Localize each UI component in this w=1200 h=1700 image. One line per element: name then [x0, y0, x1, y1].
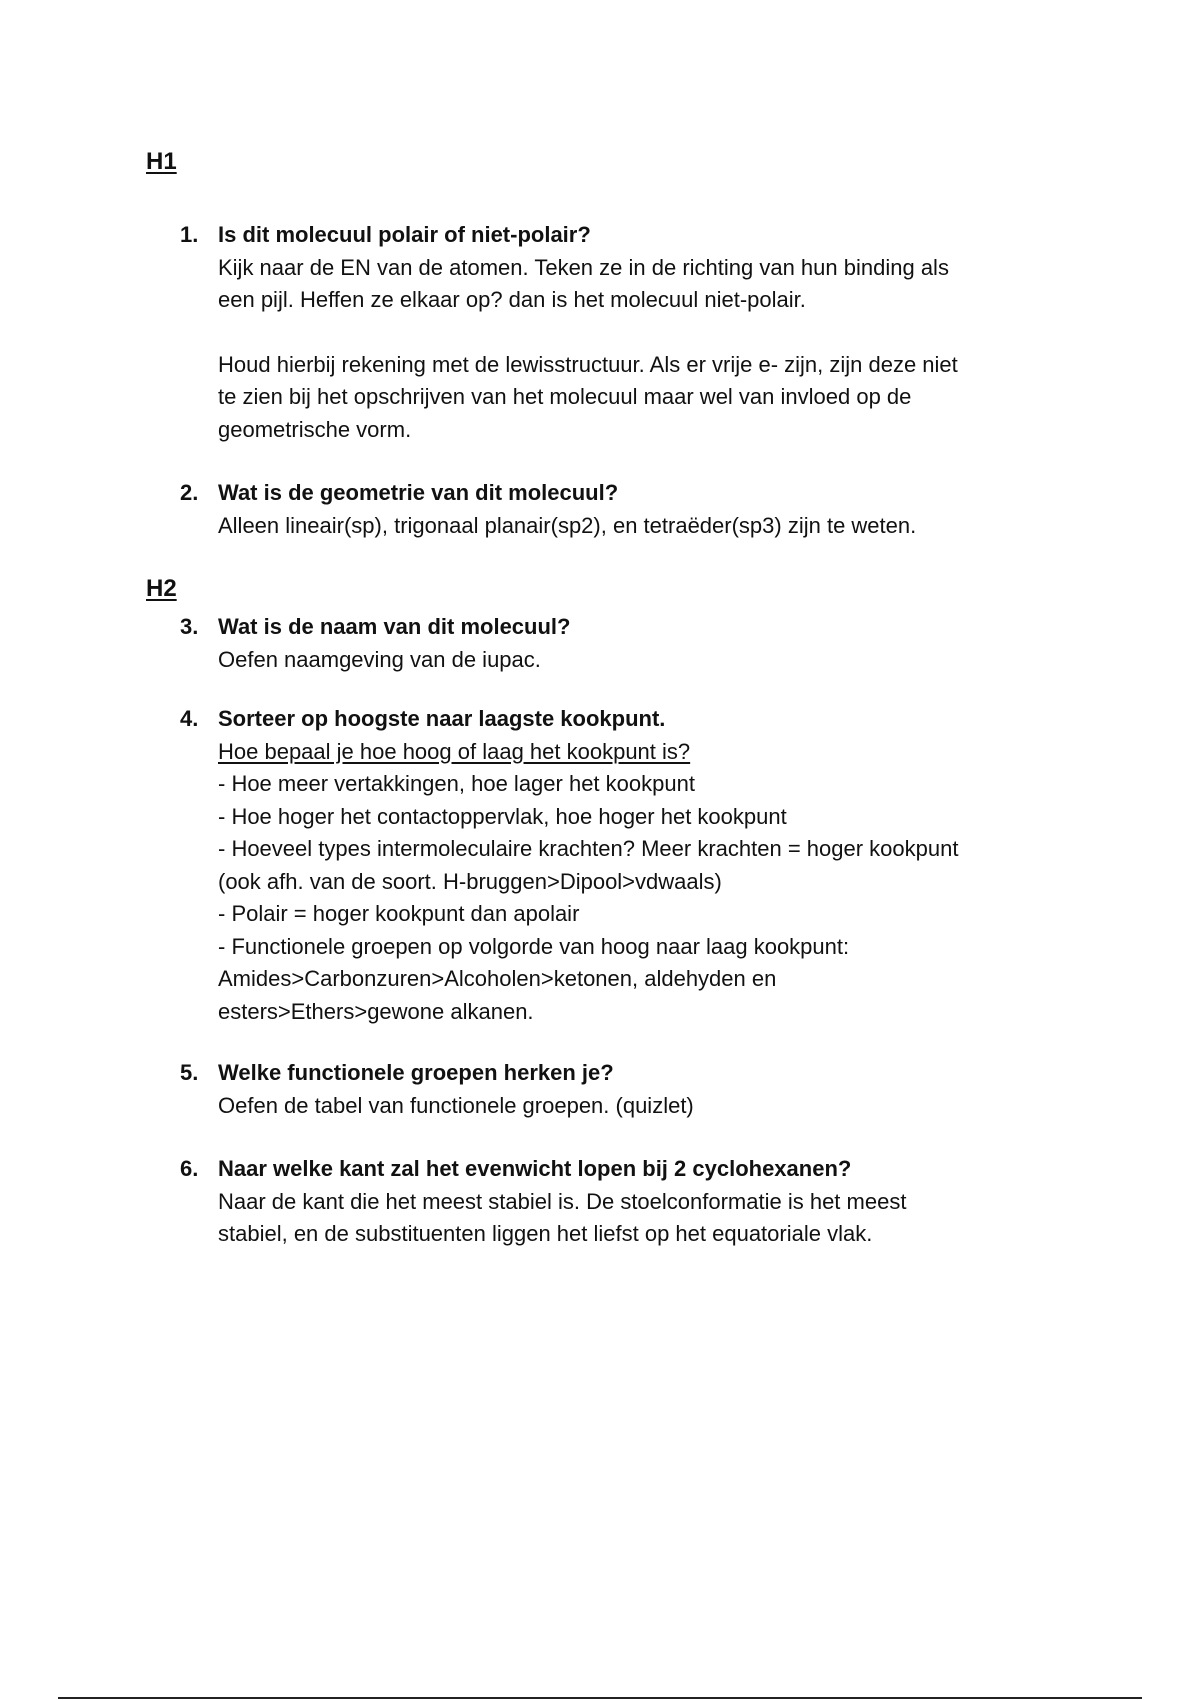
answer-line: esters>Ethers>gewone alkanen. [218, 998, 534, 1024]
answer-line: - Hoe hoger het contactoppervlak, hoe hoger het kookpunt [218, 803, 787, 829]
answer-line: - Polair = hoger kookpunt dan apolair [218, 901, 580, 926]
answer-subheading: Hoe bepaal je hoe hoog of laag het kookpunt is? [218, 738, 691, 764]
question-title: Welke functionele groepen herken je? [218, 1060, 614, 1085]
answer-line: te zien bij het opschrijven van het molecuul maar wel van invloed op de [218, 384, 912, 409]
answer-line: Oefen de tabel van functionele groepen. (quizlet) [218, 1092, 694, 1118]
answer-line: - Hoe meer vertakkingen, hoe lager het kookpunt [218, 771, 695, 796]
question-number: 3. [180, 614, 199, 639]
answer-line: een pijl. Heffen ze elkaar op? dan is het molecuul niet-polair. [218, 287, 806, 312]
footer-divider [58, 1697, 1142, 1699]
question-title: Naar welke kant zal het evenwicht lopen bij 2 cyclohexanen? [218, 1156, 852, 1181]
question-4 [180, 703, 1060, 1028]
question-number: 1. [180, 222, 199, 247]
answer-line: - Functionele groepen op volgorde van hoog naar laag kookpunt: [218, 933, 850, 959]
answer-line: - Hoeveel types intermoleculaire krachten? Meer krachten = hoger kookpunt [218, 836, 959, 861]
section-heading-h2: H2 [146, 575, 177, 602]
question-3 [180, 611, 1060, 676]
question-2 [180, 477, 1060, 542]
answer-line: (ook afh. van de soort. H-bruggen>Dipool>vdwaals) [218, 868, 722, 894]
answer-line: Naar de kant die het meest stabiel is. De stoelconformatie is het meest [218, 1188, 907, 1214]
answer-line: Alleen lineair(sp), trigonaal planair(sp2), en tetraëder(sp3) zijn te weten. [218, 512, 917, 538]
question-number: 2. [180, 480, 199, 505]
question-title: Sorteer op hoogste naar laagste kookpunt. [218, 706, 666, 731]
question-title: Wat is de geometrie van dit molecuul? [218, 480, 619, 505]
question-5 [180, 1057, 1060, 1122]
question-number: 6. [180, 1156, 199, 1181]
answer-line: Amides>Carbonzuren>Alcoholen>ketonen, aldehyden en [218, 966, 777, 991]
question-title: Is dit molecuul polair of niet-polair? [218, 222, 591, 247]
answer-line: geometrische vorm. [218, 416, 412, 442]
section-heading-h1: H1 [146, 148, 177, 175]
question-1 [180, 219, 1060, 446]
question-title: Wat is de naam van dit molecuul? [218, 614, 571, 639]
answer-line: stabiel, en de substituenten liggen het liefst op het equatoriale vlak. [218, 1221, 873, 1246]
question-6 [180, 1153, 1060, 1251]
question-number: 4. [180, 706, 199, 731]
answer-line: Kijk naar de EN van de atomen. Teken ze in de richting van hun binding als [218, 254, 949, 280]
question-number: 5. [180, 1060, 199, 1085]
answer-line: Houd hierbij rekening met de lewisstructuur. Als er vrije e- zijn, zijn deze niet [218, 351, 958, 377]
answer-line: Oefen naamgeving van de iupac. [218, 646, 541, 672]
